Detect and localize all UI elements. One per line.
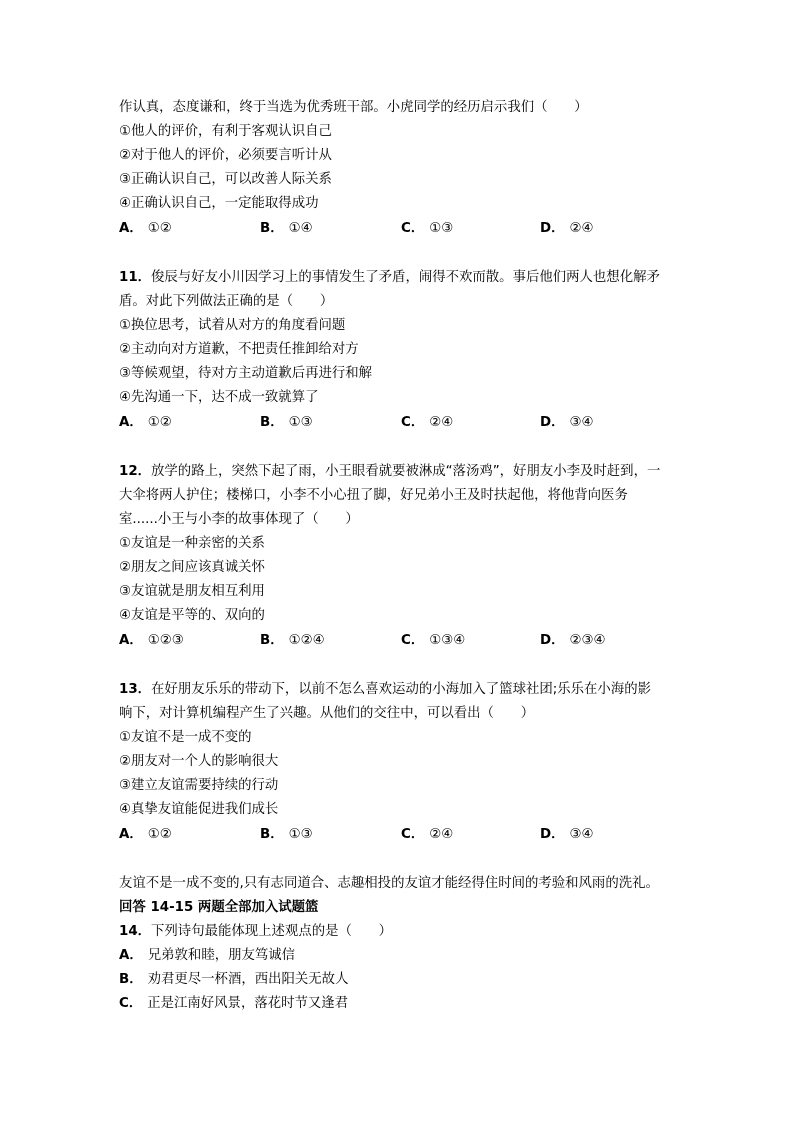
q13-stem-line-2: 响下，对计算机编程产生了兴趣。从他们的交往中，可以看出（ ） xyxy=(119,706,535,721)
q11-statement-1: ①换位思考，试着从对方的角度看问题 xyxy=(119,318,346,333)
q13-statement-1: ①友谊不是一成不变的 xyxy=(119,730,252,745)
q12-statement-4: ④友谊是平等的、双向的 xyxy=(119,608,265,623)
q13-options xyxy=(119,826,679,844)
q12-number: 12． xyxy=(119,464,152,479)
q10-option-a[interactable]: A． ①② xyxy=(119,221,172,236)
q14-option-c[interactable]: C． 正是江南好风景，落花时节又逢君 xyxy=(119,996,349,1011)
q12-option-a[interactable]: A． ①②③ xyxy=(119,633,184,648)
q10-stem: 作认真，态度谦和，终于当选为优秀班干部。小虎同学的经历启示我们（ ） xyxy=(119,100,588,115)
q13-statement-2: ②朋友对一个人的影响很大 xyxy=(119,754,279,769)
q13-option-d[interactable]: D． ③④ xyxy=(540,827,594,842)
q11-statement-3: ③等候观望，待对方主动道歉后再进行和解 xyxy=(119,366,373,381)
q11-stem-line-2: 盾。对此下列做法正确的是（ ） xyxy=(119,294,334,309)
q14-option-b[interactable]: B． 劝君更尽一杯酒，西出阳关无故人 xyxy=(119,972,349,987)
q11-option-b[interactable]: B． ①③ xyxy=(260,415,313,430)
q13-statement-4: ④真挚友谊能促进我们成长 xyxy=(119,802,279,817)
q12-statement-1: ①友谊是一种亲密的关系 xyxy=(119,536,265,551)
q11-option-c[interactable]: C． ②④ xyxy=(401,415,454,430)
q13-option-c[interactable]: C． ②④ xyxy=(401,827,454,842)
q11-options xyxy=(119,414,679,432)
passage-text: 友谊不是一成不变的,只有志同道合、志趣相投的友谊才能经得住时间的考验和风雨的洗礼。 xyxy=(119,876,659,891)
q10-statement-2: ②对于他人的评价，必须要言听计从 xyxy=(119,148,332,163)
q13-number: 13． xyxy=(119,682,152,697)
q10-statement-4: ④正确认识自己，一定能取得成功 xyxy=(119,196,319,211)
q12-stem-line-2: 大伞将两人护住；楼梯口，小李不小心扭了脚，好兄弟小王及时扶起他，将他背向医务 xyxy=(119,488,628,503)
q13-option-b[interactable]: B． ①③ xyxy=(260,827,313,842)
q11-option-a[interactable]: A． ①② xyxy=(119,415,172,430)
q12-option-b[interactable]: B． ①②④ xyxy=(260,633,325,648)
q11-statement-2: ②主动向对方道歉，不把责任推卸给对方 xyxy=(119,342,359,357)
q10-option-b[interactable]: B． ①④ xyxy=(260,221,313,236)
q12-stem-line-3: 室......小王与小李的故事体现了（ ） xyxy=(119,512,359,527)
q10-statement-3: ③正确认识自己，可以改善人际关系 xyxy=(119,172,332,187)
q11-number: 11． xyxy=(119,270,152,285)
q10-option-c[interactable]: C． ①③ xyxy=(401,221,454,236)
q12-statement-2: ②朋友之间应该真诚关怀 xyxy=(119,560,265,575)
q11-option-d[interactable]: D． ③④ xyxy=(540,415,594,430)
q10-options xyxy=(119,220,679,238)
q12-statement-3: ③友谊就是朋友相互利用 xyxy=(119,584,265,599)
q12-option-c[interactable]: C． ①③④ xyxy=(401,633,466,648)
q10-option-d[interactable]: D． ②④ xyxy=(540,221,594,236)
q12-option-d[interactable]: D． ②③④ xyxy=(540,633,606,648)
q14-option-a[interactable]: A． 兄弟敦和睦，朋友笃诚信 xyxy=(119,948,296,963)
q14-number: 14． xyxy=(119,924,152,939)
q10-statement-1: ①他人的评价，有利于客观认识自己 xyxy=(119,124,332,139)
q14-stem: 14．下列诗句最能体现上述观点的是（ ） xyxy=(119,924,393,939)
passage-instruction: 回答 14-15 两题全部加入试题篮 xyxy=(119,900,319,915)
q13-statement-3: ③建立友谊需要持续的行动 xyxy=(119,778,279,793)
q12-stem-line-1: 12．放学的路上，突然下起了雨，小王眼看就要被淋成“落汤鸡”，好朋友小李及时赶到，一 xyxy=(119,464,661,479)
q13-option-a[interactable]: A． ①② xyxy=(119,827,172,842)
q11-statement-4: ④先沟通一下，达不成一致就算了 xyxy=(119,390,319,405)
q12-options xyxy=(119,632,679,650)
q11-stem-line-1: 11．俊辰与好友小川因学习上的事情发生了矛盾，闹得不欢而散。事后他们两人也想化解矛 xyxy=(119,270,660,285)
q13-stem-line-1: 13．在好朋友乐乐的带动下，以前不怎么喜欢运动的小海加入了篮球社团;乐乐在小海的影 xyxy=(119,682,651,697)
